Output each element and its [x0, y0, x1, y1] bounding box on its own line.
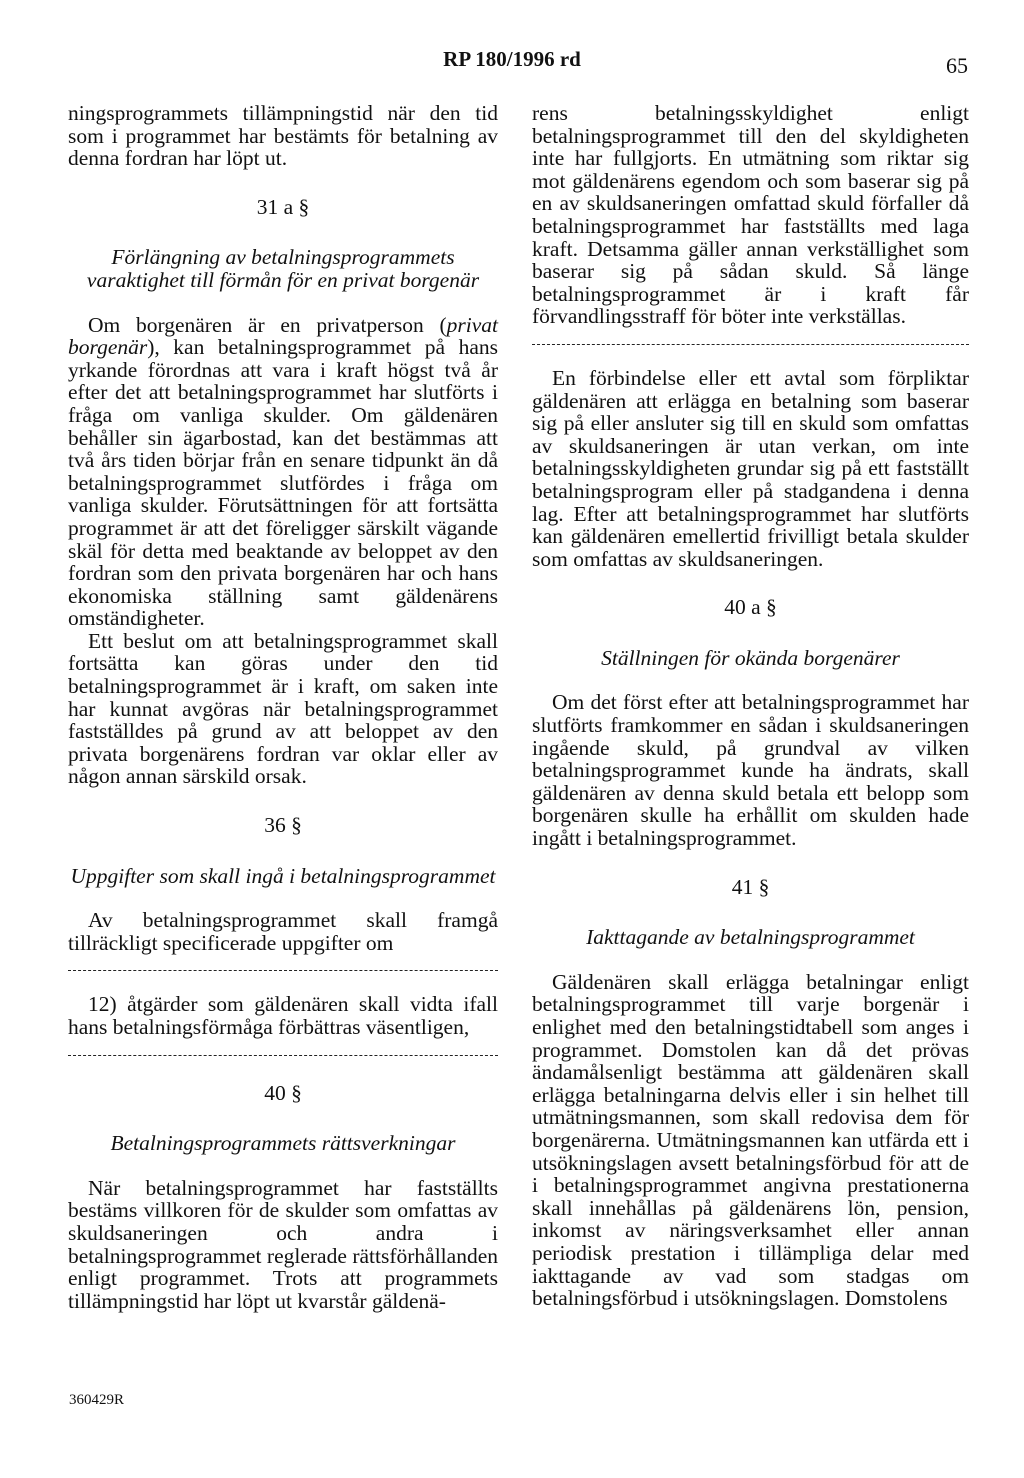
- section-41-heading: 41 §: [731, 874, 770, 899]
- section-36-item-12: 12) åtgärder som gäldenären skall vidta ifall hans betalningsförmåga förbättras väsentligen,: [68, 992, 498, 1039]
- section-40a-paragraph: Om det först efter att betalningsprogrammet har slutförts framkommer en sådan i skuldsaneringen ingående skuld, på grundval av vilken betalningsprogrammet kunde ha ändrats, skall gäldenären av denna skuld betala ett belopp som borgenären skulle ha erhållit om skulden hade ingått i betalningsprogrammet.: [532, 690, 969, 851]
- section-41-paragraph: Gäldenären skall erlägga betalningar enligt betalningsprogrammet till varje borgenär i enlighet med den betalningstidtabell som anges i programmet. Domstolen kan då det prövas ändamålsenligt bestämma att gäldenären skall erlägga betalningarna delvis eller i sin helhet till utmätningsmannen, som skall redovisa dem för borgenärerna. Utmätningsmannen kan utfärda ett i utsökningslagen avsett betalningsförbud för att de i betalningsprogrammet angivna prestationerna skall innehållas på gäldenärens lön, pension, inkomst av näringsverksamhet eller annan periodisk prestation i tillämpliga delar med iakttagande av vad som stadgas om betalningsförbud i utsökningslagen. Domstolens: [532, 969, 969, 1311]
- privat-borgenar-term: privat borgenär: [68, 312, 498, 360]
- right-column: [532, 102, 969, 1310]
- left-column: [68, 102, 498, 1312]
- omission-rule: [68, 970, 498, 971]
- document-header-title: RP 180/1996 rd: [443, 47, 581, 71]
- page-number: 65: [946, 53, 968, 78]
- section-36-title: Uppgifter som skall ingå i betalningsprogrammet: [70, 863, 496, 888]
- section-36-paragraph: Av betalningsprogrammet skall framgå tillräckligt specificerade uppgifter om: [68, 908, 498, 955]
- omission-rule: [68, 1055, 498, 1056]
- section-40a-title: Ställningen för okända borgenärer: [601, 645, 900, 670]
- right-paragraph-continuation: rens betalningsskyldighet enligt betalningsprogrammet till den del skyldigheten inte har fullgjorts. En utmätning som riktar sig mot gäldenärens egendom och som baserar sig på en av skuldsaneringen omfattad skuld förfaller då betalningsprogrammet har fastställts med laga kraft. Detsamma gäller annan verkställighet som baserar sig på sådan skuld. Så länge betalningsprogrammet är i kraft får förvandlingsstraff för böter inte verkställas.: [532, 101, 969, 329]
- section-40a-heading: 40 a §: [724, 595, 777, 620]
- left-paragraph-continuation: ningsprogrammets tillämpningstid när den tid som i programmet har bestämts för betalning av denna fordran har löpt ut.: [68, 101, 498, 171]
- section-31a-paragraph-1: [68, 314, 498, 630]
- section-40-heading: 40 §: [264, 1080, 302, 1105]
- document-code: 360429R: [69, 1392, 125, 1408]
- section-41-title: Iakttagande av betalningsprogrammet: [586, 925, 915, 950]
- section-40-paragraph: När betalningsprogrammet har fastställts bestäms villkoren för de skulder som omfattas av skuldsaneringen och andra i betalningsprogrammet reglerade rättsförhållanden enligt programmet. Trots att programmets tillämpningstid har löpt ut kvarstår gäldenä-: [68, 1175, 498, 1313]
- right-paragraph-forbindelse: En förbindelse eller ett avtal som förpliktar gäldenären att erlägga en betalning som baserar sig på eller ansluter sig till en skuld som omfattas av skuldsaneringen är utan verkan, om inte betalningsskyldigheten grundar sig på ett fastställt betalningsprogram eller på stadgandena i denna lag. Efter att betalningsprogrammet har slutförts kan gäldenären emellertid frivilligt betala skulder som omfattas av skuldsaneringen.: [532, 365, 969, 571]
- section-31a-paragraph-1-part-b: ), kan betalningsprogrammet på hans yrkande förordnas att vara i kraft högst två år efter det att betalningsprogrammet har slutförts i fråga om vanliga skulder. Om gäldenären behåller sin ägarbostad, kan det bestämmas att två års tiden börjar från en senare tidpunkt än då betalningsprogrammet slutfördes i fråga om vanliga skulder. Förutsättningen för att fortsätta programmet är att det föreligger särskilt vägande skäl för detta med beaktande av beloppet av den fordran som den privata borgenären har och hans ekonomiska ställning samt gäldenärens omständigheter.: [68, 335, 498, 631]
- section-36-heading: 36 §: [264, 813, 302, 838]
- omission-rule: [532, 344, 969, 345]
- section-31a-paragraph-2: Ett beslut om att betalningsprogrammet skall fortsätta kan göras under den tid betalningsprogrammet är i kraft, om saken inte har kunnat avgöras när betalningsprogrammet fastställdes på grund av att beloppet av den privata borgenärens fordran var oklar eller av någon annan särskild orsak.: [68, 628, 498, 789]
- section-31a-paragraph-1-part-a: Om borgenären är en privatperson (: [88, 312, 447, 337]
- section-40-title: Betalningsprogrammets rättsverkningar: [110, 1131, 456, 1156]
- section-31a-heading: 31 a §: [256, 194, 310, 219]
- section-31a-title: Förlängning av betalningsprogrammets varaktighet till förmån för en privat borgenär: [86, 245, 480, 292]
